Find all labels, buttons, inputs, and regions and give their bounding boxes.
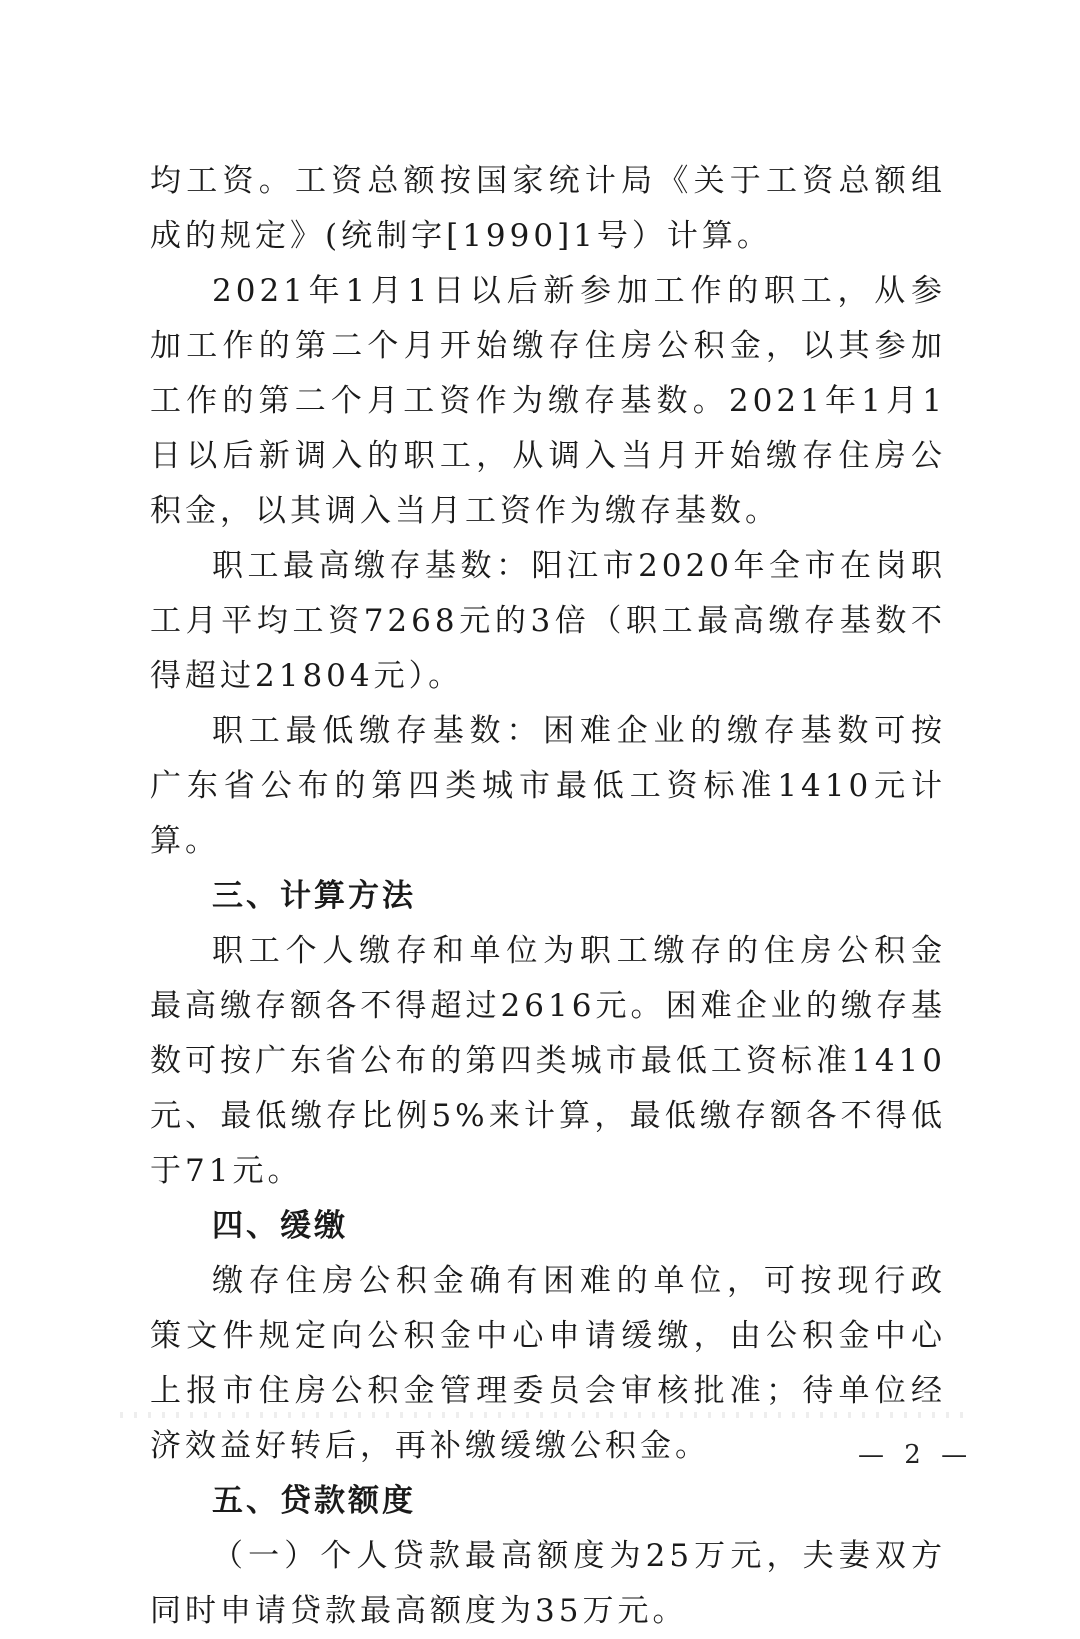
page-number: — 2 — [858, 1440, 974, 1470]
paragraph-loan-limit: （一）个人贷款最高额度为25万元，夫妻双方同时申请贷款最高额度为35万元。 [150, 1538, 946, 1629]
paragraph-new-employee-base: 2021年1月1日以后新参加工作的职工，从参加工作的第二个月开始缴存住房公积金，以其参加工作的第二个月工资作为缴存基数。2021年1月1日以后新调入的职工，从调入当月开始缴存住房公积金，以其调入当月工资作为缴存基数。 [150, 273, 946, 529]
paragraph-calculation: 职工个人缴存和单位为职工缴存的住房公积金最高缴存额各不得超过2616元。困难企业的缴存基数可按广东省公布的第四类城市最低工资标准1410元、最低缴存比例5%来计算，最低缴存额各不得低于71元。 [150, 933, 946, 1189]
paragraph-min-base: 职工最低缴存基数：困难企业的缴存基数可按广东省公布的第四类城市最低工资标准1410元计算。 [150, 713, 946, 859]
section-heading-deferral: 四、缓缴 [212, 1208, 348, 1244]
section-heading-calculation: 三、计算方法 [212, 878, 416, 914]
paragraph-max-base: 职工最高缴存基数：阳江市2020年全市在岗职工月平均工资7268元的3倍（职工最高缴存基数不得超过21804元）。 [150, 548, 946, 694]
scan-artifact [120, 1412, 970, 1418]
section-heading-loan-limit: 五、贷款额度 [212, 1483, 416, 1519]
paragraph-deferral: 缴存住房公积金确有困难的单位，可按现行政策文件规定向公积金中心申请缓缴，由公积金中心上报市住房公积金管理委员会审核批准；待单位经济效益好转后，再补缴缓缴公积金。 [150, 1263, 946, 1464]
paragraph-continued: 均工资。工资总额按国家统计局《关于工资总额组成的规定》(统制字[1990]1号）计算。 [150, 163, 946, 254]
